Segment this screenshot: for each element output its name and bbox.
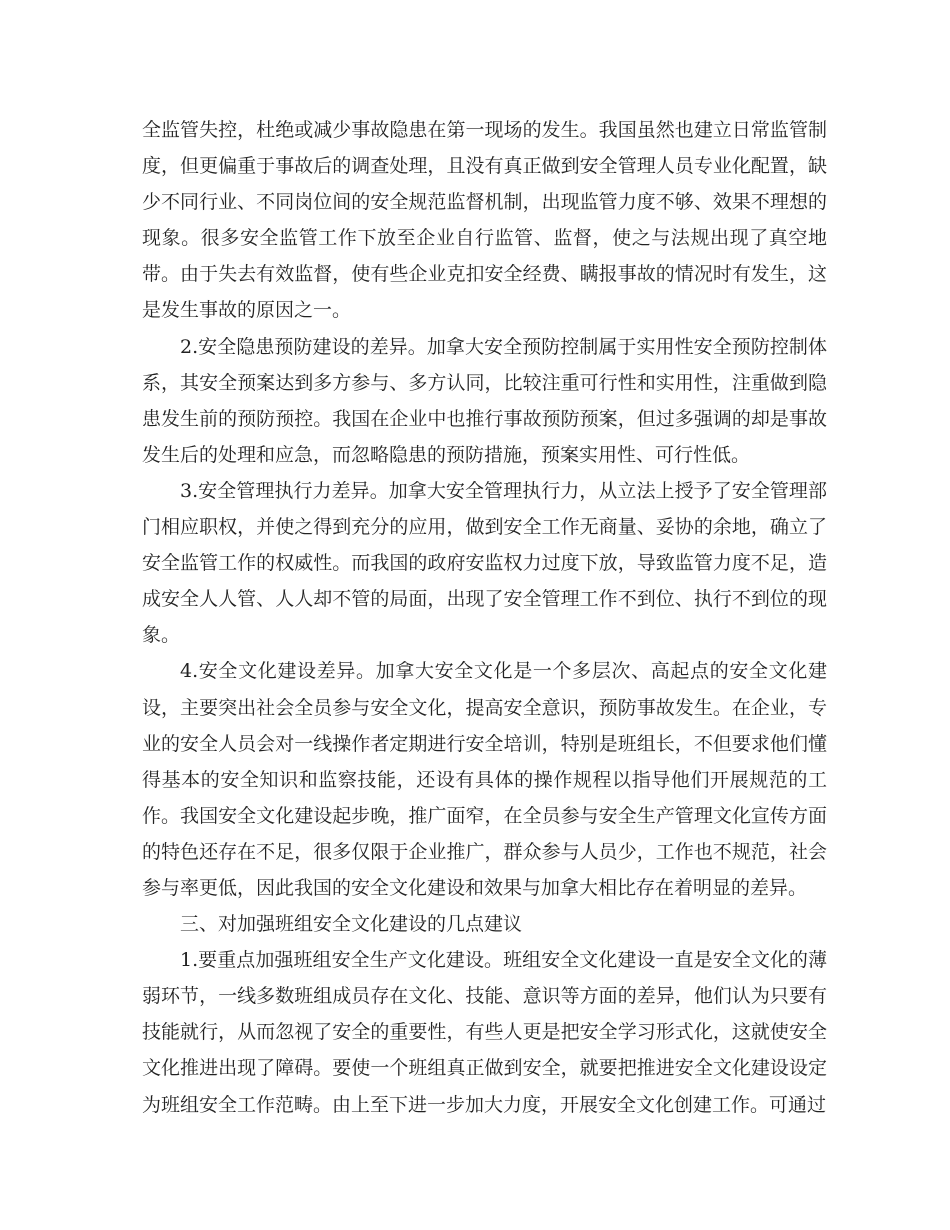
paragraph-1: 全监管失控，杜绝或减少事故隐患在第一现场的发生。我国虽然也建立日常监管制度，但更偏重于事故后的调查处理，且没有真正做到安全管理人员专业化配置，缺少不同行业、不同岗位间的安全规范监督机制，出现监管力度不够、效果不理想的现象。很多安全监管工作下放至企业自行监管、监督，使之与法规出现了真空地带。由于失去有效监督，使有些企业克扣安全经费、瞒报事故的情况时有发生，这是发生事故的原因之一。	[142, 119, 827, 322]
section-heading: 三、对加强班组安全文化建设的几点建议	[180, 913, 523, 936]
paragraph-5: 1.要重点加强班组安全生产文化建设。班组安全文化建设一直是安全文化的薄弱环节，一线多数班组成员存在文化、技能、意识等方面的差异，他们认为只要有技能就行，从而忽视了安全的重要性，有些人更是把安全学习形式化，这就使安全文化推进出现了障碍。要使一个班组真正做到安全，就要把推进安全文化建设设定为班组安全工作范畴。由上至下进一步加大力度，开展安全文化创建工作。可通过	[142, 949, 827, 1116]
paragraph-2: 2.安全隐患预防建设的差异。加拿大安全预防控制属于实用性安全预防控制体系，其安全预案达到多方参与、多方认同，比较注重可行性和实用性，注重做到隐患发生前的预防预控。我国在企业中也推行事故预防预案，但过多强调的却是事故发生后的处理和应急，而忽略隐患的预防措施，预案实用性、可行性低。	[142, 335, 827, 466]
paragraph-4: 4.安全文化建设差异。加拿大安全文化是一个多层次、高起点的安全文化建设，主要突出社会全员参与安全文化，提高安全意识，预防事故发生。在企业，专业的安全人员会对一线操作者定期进行安全培训，特别是班组长，不但要求他们懂得基本的安全知识和监察技能，还设有具体的操作规程以指导他们开展规范的工作。我国安全文化建设起步晚，推广面窄，在全员参与安全生产管理文化宣传方面的特色还存在不足，很多仅限于企业推广，群众参与人员少，工作也不规范，社会参与率更低，因此我国的安全文化建设和效果与加拿大相比存在着明显的差异。	[142, 660, 827, 899]
document-body	[142, 112, 827, 1123]
paragraph-3: 3.安全管理执行力差异。加拿大安全管理执行力，从立法上授予了安全管理部门相应职权，并使之得到充分的应用，做到安全工作无商量、妥协的余地，确立了安全监管工作的权威性。而我国的政府安监权力过度下放，导致监管力度不足，造成安全人人管、人人却不管的局面，出现了安全管理工作不到位、执行不到位的现象。	[142, 479, 827, 647]
